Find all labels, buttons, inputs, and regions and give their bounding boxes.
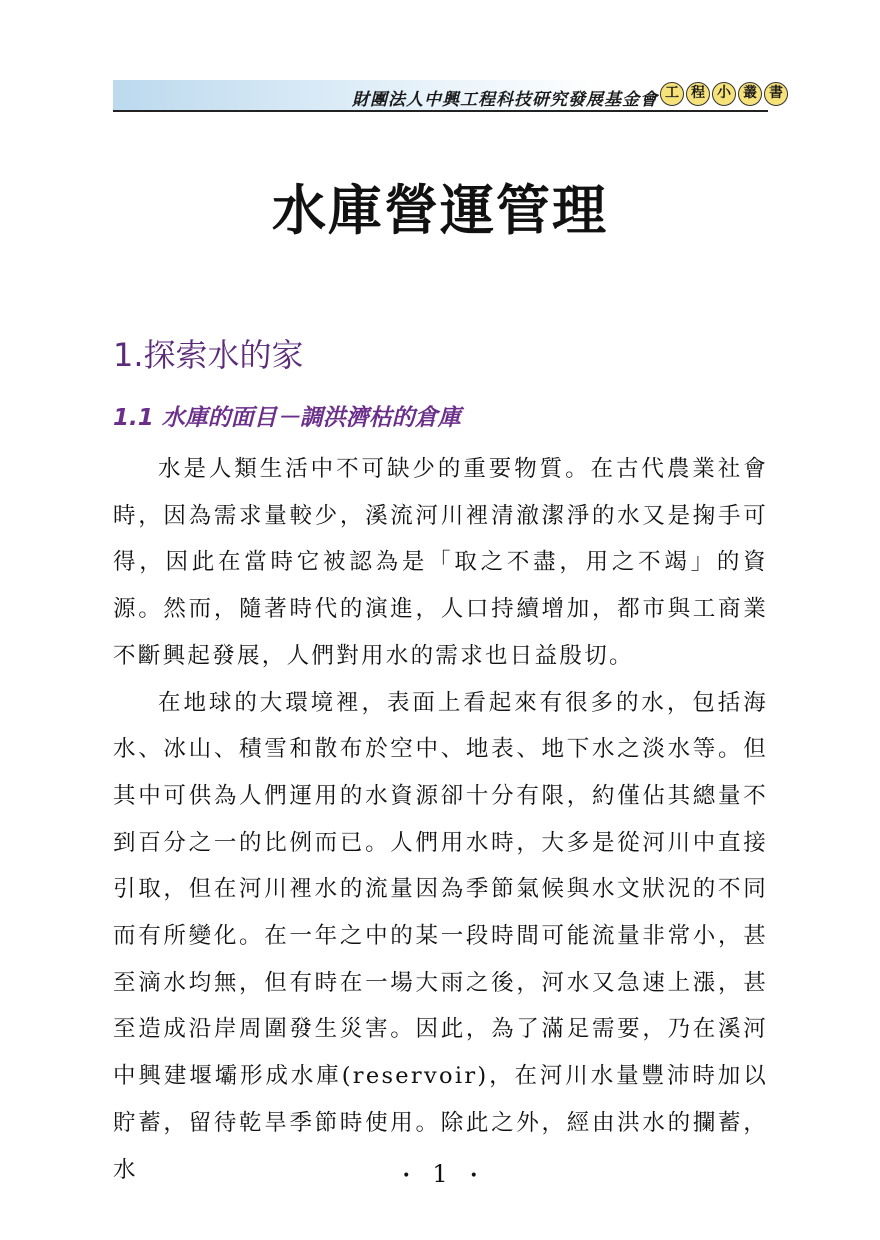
series-char: 程	[686, 82, 710, 106]
page-number: 1	[432, 1160, 448, 1188]
series-badge	[660, 82, 788, 106]
header-rule	[113, 110, 768, 112]
section-heading: 1.探索水的家	[113, 336, 304, 374]
series-char: 書	[764, 82, 788, 106]
series-char: 叢	[738, 82, 762, 106]
page-title: 水庫營運管理	[272, 179, 608, 242]
series-char: 工	[660, 82, 684, 106]
body-text	[113, 446, 768, 1193]
header-organization: 財團法人中興工程科技研究發展基金會	[352, 90, 658, 110]
series-char: 小	[712, 82, 736, 106]
ornament-left: •	[402, 1167, 411, 1184]
paragraph: 水是人類生活中不可缺少的重要物質。在古代農業社會時，因為需求量較少，溪流河川裡清澈潔淨的水又是掬手可得，因此在當時它被認為是「取之不盡，用之不竭」的資源。然而，隨著時代的演進，人口持續增加，都市與工商業不斷興起發展，人們對用水的需求也日益殷切。	[113, 456, 768, 669]
paragraph: 在地球的大環境裡，表面上看起來有很多的水，包括海水、冰山、積雪和散布於空中、地表、地下水之淡水等。但其中可供為人們運用的水資源卻十分有限，約僅佔其總量不到百分之一的比例而已。人們用水時，大多是從河川中直接引取，但在河川裡水的流量因為季節氣候與水文狀況的不同而有所變化。在一年之中的某一段時間可能流量非常小，甚至滴水均無，但有時在一場大雨之後，河水又急速上漲，甚至造成沿岸周圍發生災害。因此，為了滿足需要，乃在溪河中興建堰壩形成水庫(reservoir)，在河川水量豐沛時加以貯蓄，留待乾旱季節時使用。除此之外，經由洪水的攔蓄，水	[113, 689, 768, 1183]
page-footer	[0, 1160, 880, 1188]
subsection-heading: 1.1 水庫的面目－調洪濟枯的倉庫	[113, 405, 461, 431]
ornament-right: •	[469, 1167, 478, 1184]
